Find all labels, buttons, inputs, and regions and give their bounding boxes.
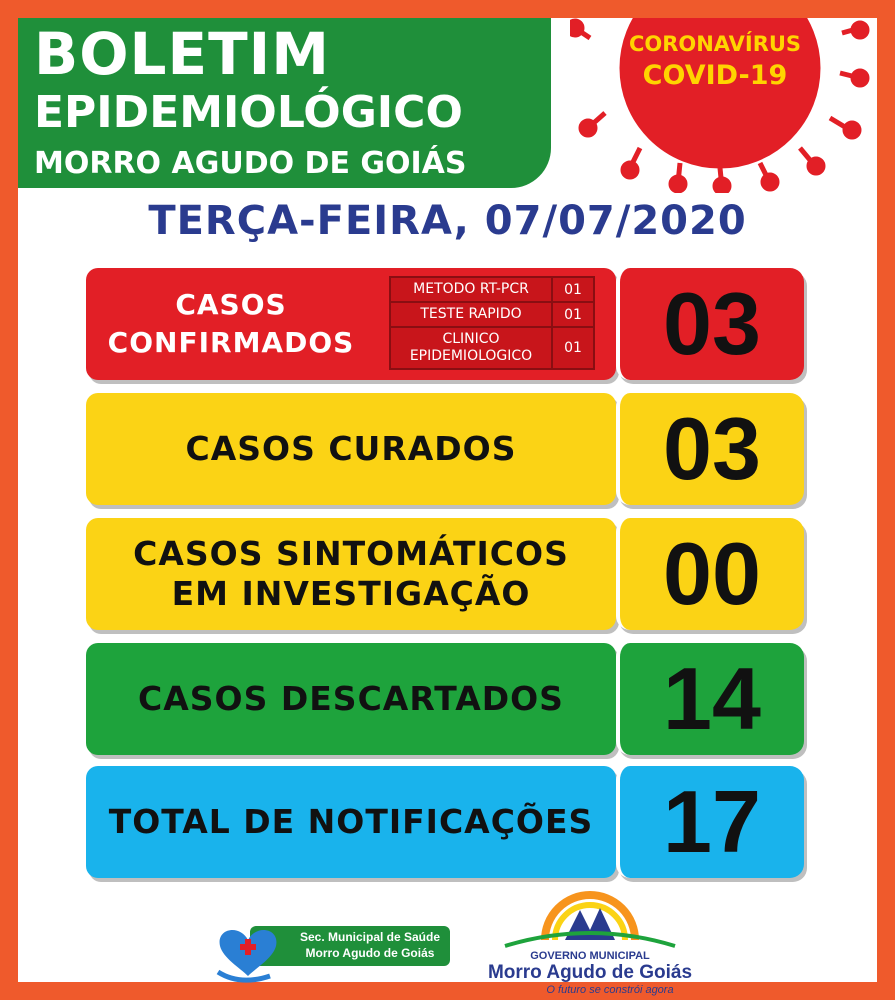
row-total-notifications (86, 766, 804, 878)
heart-hands-icon (210, 920, 290, 990)
breakdown-method: METODO RT-PCR (391, 278, 553, 301)
discarded-label-line1: CASOS DESCARTADOS (138, 679, 564, 718)
gov-logo-line1: GOVERNO MUNICIPAL (530, 950, 650, 962)
symptomatic-label-line2: EM INVESTIGAÇÃO (171, 574, 531, 613)
breakdown-method: CLINICO EPIDEMIOLOGICO (391, 328, 553, 368)
notifications-label-line1: TOTAL DE NOTIFICAÇÕES (108, 802, 594, 841)
covid-badge (605, 30, 825, 94)
health-secretariat-logo (210, 920, 450, 990)
breakdown-count: 01 (564, 306, 582, 323)
confirmed-label (86, 268, 376, 380)
symptomatic-label-line1: CASOS SINTOMÁTICOS (133, 534, 569, 573)
discarded-label (86, 643, 616, 755)
report-date: TERÇA-FEIRA, 07/07/2020 (148, 198, 747, 244)
symptomatic-count: 00 (616, 518, 804, 630)
row-cured-cases (86, 393, 804, 505)
health-logo-line1: Sec. Municipal de Saúde (299, 930, 441, 944)
confirmed-breakdown-table (389, 276, 595, 370)
breakdown-row (391, 303, 593, 328)
header-title: BOLETIM (34, 20, 330, 88)
breakdown-count: 01 (564, 340, 582, 356)
row-symptomatic-cases (86, 518, 804, 630)
breakdown-row (391, 278, 593, 303)
cured-count: 03 (616, 393, 804, 505)
cured-label (86, 393, 616, 505)
symptomatic-label (86, 518, 616, 630)
confirmed-label-line2: CONFIRMADOS (107, 326, 355, 359)
row-discarded-cases (86, 643, 804, 755)
header-subtitle: EPIDEMIOLÓGICO (34, 87, 463, 138)
breakdown-method: TESTE RAPIDO (391, 303, 553, 326)
mountain-rainbow-icon (475, 880, 705, 950)
health-logo-line2: Morro Agudo de Goiás (305, 946, 435, 960)
notifications-label (86, 766, 616, 878)
confirmed-count: 03 (616, 268, 804, 380)
covid-badge-line2: COVID-19 (642, 60, 788, 91)
gov-logo-line2: Morro Agudo de Goiás (487, 962, 693, 983)
municipal-government-logo (475, 880, 705, 995)
discarded-count: 14 (616, 643, 804, 755)
gov-logo-slogan: O futuro se constrói agora (546, 984, 674, 996)
breakdown-row (391, 328, 593, 368)
breakdown-count: 01 (564, 281, 582, 298)
notifications-count: 17 (616, 766, 804, 878)
header-municipality: MORRO AGUDO DE GOIÁS (34, 146, 467, 181)
confirmed-label-line1: CASOS (175, 288, 287, 321)
covid-badge-line1: CORONAVÍRUS (628, 32, 802, 56)
header-banner (18, 18, 551, 188)
cured-label-line1: CASOS CURADOS (185, 429, 517, 468)
row-confirmed-cases (86, 268, 804, 380)
